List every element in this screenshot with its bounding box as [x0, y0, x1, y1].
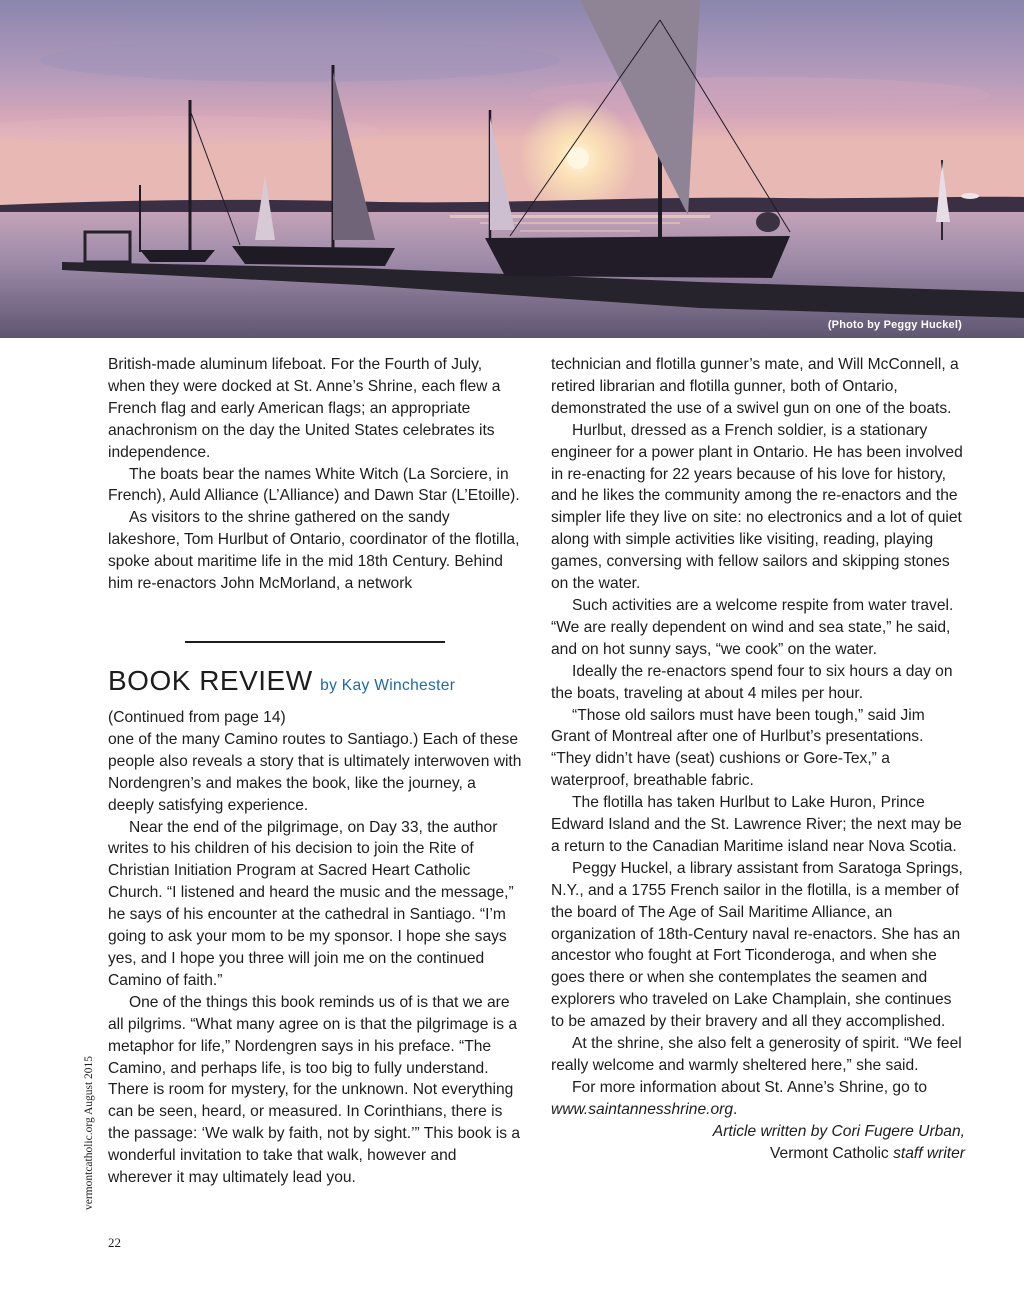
article-left-column — [108, 354, 522, 595]
article-paragraph: Peggy Huckel, a library assistant from Saratoga Springs, N.Y., and a 1755 French sailor in the flotilla, is a member of the board of The Age of Sail Maritime Alliance, an organization of 18th-Century naval re-enactors. She has an ancestor who fought at Fort Ticonderoga, and when she goes there or when she contemplates the seamen and explorers who traveled on Lake Champlain, she continues to be amazed by their bravery and all they accomplished. — [551, 859, 963, 1031]
article-paragraph: British-made aluminum lifeboat. For the Fourth of July, when they were docked at St. Anne’s Shrine, each flew a French flag and early American flags; an appropriate anachronism on the day the United States celebrates its independence. — [108, 356, 501, 461]
author-role: staff writer — [893, 1144, 965, 1162]
book-review-body — [108, 707, 522, 1189]
article-paragraph: As visitors to the shrine gathered on the sandy lakeshore, Tom Hurlbut of Ontario, coordinator of the flotilla, spoke about maritime life in the mid 18th Century. Behind him re-enactors John McMorland, a network — [108, 509, 520, 593]
more-info-period: . — [733, 1100, 738, 1118]
book-review-header — [108, 665, 455, 697]
book-review-byline: by Kay Winchester — [320, 677, 456, 694]
article-credit-line-2 — [551, 1143, 965, 1165]
photo-credit: (Photo by Peggy Huckel) — [827, 319, 962, 331]
book-review-title: BOOK REVIEW — [108, 665, 313, 696]
article-paragraph: Ideally the re-enactors spend four to six hours a day on the boats, traveling at about 4 miles per hour. — [551, 662, 953, 702]
page-number: 22 — [108, 1235, 121, 1250]
article-paragraph: The flotilla has taken Hurlbut to Lake Huron, Prince Edward Island and the St. Lawrence River; the next may be a return to the Canadian Maritime island near Nova Scotia. — [551, 794, 962, 855]
review-paragraph: Near the end of the pilgrimage, on Day 33, the author writes to his children of his decision to join the Rite of Christian Initiation Program at Sacred Heart Catholic Church. “I listened and heard the music and the message,” he says of his encounter at the cathedral in Santiago. “I’m going to ask your mom to be my sponsor. I hope she says yes, and I hope you three will join me on the continued Camino of faith.” — [108, 818, 514, 989]
article-credit-line-1 — [551, 1121, 965, 1143]
publication-name: Vermont Catholic — [769, 1144, 889, 1162]
more-info-text: For more information about St. Anne’s Shrine, go to — [572, 1078, 928, 1096]
article-paragraph: technician and flotilla gunner’s mate, and Will McConnell, a retired librarian and flotilla gunner, both of Ontario, demonstrated the use of a swivel gun on one of the boats. — [551, 356, 959, 417]
hero-photo — [0, 0, 1024, 338]
sailboats-at-sunset-image — [0, 0, 1024, 338]
article-right-column — [551, 354, 965, 1165]
article-paragraph: Such activities are a welcome respite from water travel. “We are really dependent on wind and sea state,” he said, and on hot sunny says, “we cook” on the water. — [551, 596, 954, 658]
section-divider — [185, 641, 445, 643]
review-paragraph: One of the things this book reminds us of is that we are all pilgrims. “What many agree on is that the pilgrimage is a metaphor for life,” Nordengren says in his preface. “The Camino, and perhaps life, is too big to fully understand. There is room for mystery, for the unknown. Not everything can be seen, heard, or measured. In Corinthians, there is the passage: ‘We walk by faith, not by sight.’” This book is a wonderful invitation to take that walk, however and wherever it may ultimately lead you. — [108, 993, 521, 1187]
more-info-paragraph — [551, 1077, 965, 1121]
review-paragraph: one of the many Camino routes to Santiago.) Each of these people also reveals a story that is ultimately interwoven with Nordengren’s and makes the book, like the journey, a deeply satisfying experience. — [108, 730, 522, 814]
continued-note: (Continued from page 14) — [108, 709, 286, 726]
article-paragraph: At the shrine, she also felt a generosity of spirit. “We feel really welcome and warmly sheltered here,” she said. — [551, 1035, 962, 1074]
article-paragraph: Hurlbut, dressed as a French soldier, is a stationary engineer for a power plant in Ontario. He has been involved in re-enacting for 22 years because of his love for history, and he likes the community among the re-enactors and the simpler life they live on site: no electronics and a lot of quiet along with simple activities like visiting, reading, playing games, conversing with fellow sailors and skipping stones on the water. — [551, 421, 963, 593]
article-paragraph: “Those old sailors must have been tough,” said Jim Grant of Montreal after one of Hurlbut’s presentations. “They didn’t have (seat) cushions or Gore-Tex,” a waterproof, breathable fabric. — [551, 706, 925, 790]
vertical-sidebar-folio: vermontcatholic.org August 2015 — [83, 1055, 95, 1210]
article-author-credit: Article written by Cori Fugere Urban, — [712, 1122, 965, 1140]
article-paragraph: The boats bear the names White Witch (La Sorciere, in French), Auld Alliance (L’Alliance) and Dawn Star (L’Etoille). — [108, 465, 520, 505]
shrine-website-link[interactable]: www.saintannesshrine.org — [551, 1100, 734, 1118]
